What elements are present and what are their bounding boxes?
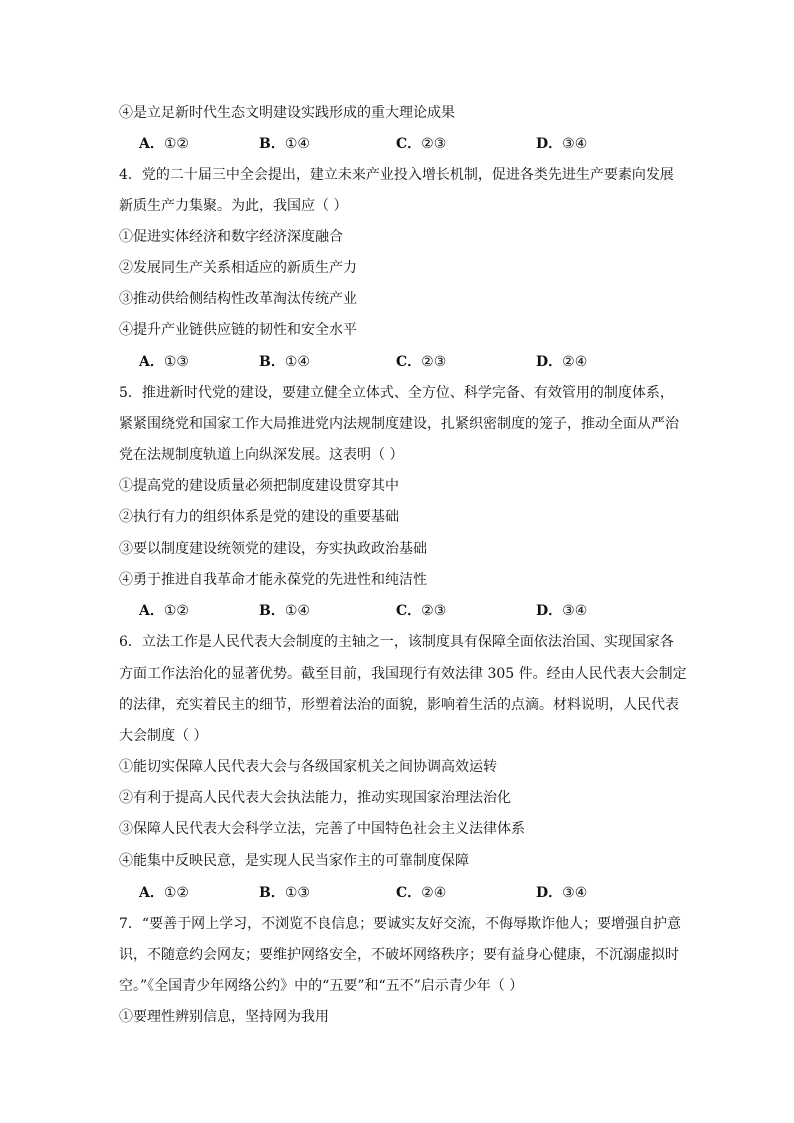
q5-statement-3: ③要以制度建设统领党的建设，夯实执政政治基础	[119, 541, 427, 557]
q6-statement-4: ④能集中反映民意，是实现人民当家作主的可靠制度保障	[119, 853, 469, 869]
q6-option-c: C．②④	[396, 885, 447, 901]
q6-statement-3: ③保障人民代表大会科学立法，完善了中国特色社会主义法律体系	[119, 821, 525, 837]
q4-options	[139, 353, 609, 371]
q5-stem-line-1: 5．推进新时代党的建设，要建立健全立体式、全方位、科学完备、有效管用的制度体系，	[119, 385, 674, 401]
q6-stem-line-1: 6．立法工作是人民代表大会制度的主轴之一，该制度具有保障全面依法治国、实现国家各	[119, 634, 674, 650]
q6-statement-1: ①能切实保障人民代表大会与各级国家机关之间协调高效运转	[119, 759, 497, 775]
q4-statement-4: ④提升产业链供应链的韧性和安全水平	[119, 322, 357, 338]
q6-stem-line-3: 的法律，充实着民主的细节，形塑着法治的面貌，影响着生活的点滴。材料说明，人民代表	[119, 697, 679, 713]
q5-option-c: C．②③	[396, 603, 447, 619]
q7-stem-line-2: 识，不随意约会网友；要维护网络安全，不破坏网络秩序；要有益身心健康，不沉溺虚拟时	[119, 947, 679, 963]
q6-options	[139, 884, 609, 902]
q7-stem-line-3: 空。”《全国青少年网络公约》中的“五要”和“五不”启示青少年（ ）	[119, 978, 524, 994]
q5-statement-4: ④勇于推进自我革命才能永葆党的先进性和纯洁性	[119, 572, 427, 588]
q3-statement-4: ④是立足新时代生态文明建设实践形成的重大理论成果	[119, 105, 455, 121]
q3-option-a: A．①②	[139, 136, 189, 152]
q4-statement-2: ②发展同生产关系相适应的新质生产力	[119, 260, 357, 276]
q5-options	[139, 602, 609, 620]
q5-option-b: B．①④	[259, 603, 310, 619]
q6-option-d: D．③④	[536, 885, 588, 901]
q5-stem-line-2: 紧紧围绕党和国家工作大局推进党内法规制度建设，扎紧织密制度的笼子，推动全面从严治	[119, 416, 679, 432]
q6-statement-2: ②有利于提高人民代表大会执法能力，推动实现国家治理法治化	[119, 790, 511, 806]
q5-statement-1: ①提高党的建设质量必须把制度建设贯穿其中	[119, 478, 399, 494]
q5-option-a: A．①②	[139, 603, 189, 619]
q4-option-b: B．①④	[259, 354, 310, 370]
q3-option-d: D．③④	[536, 136, 588, 152]
q6-stem-line-2: 方面工作法治化的显著优势。截至目前，我国现行有效法律 305 件。经由人民代表大会制定	[119, 666, 687, 682]
q4-stem-line-2: 新质生产力集聚。为此，我国应（ ）	[119, 198, 348, 214]
q4-statement-1: ①促进实体经济和数字经济深度融合	[119, 229, 343, 245]
q5-option-d: D．③④	[536, 603, 588, 619]
q6-option-b: B．①③	[259, 885, 310, 901]
q4-option-d: D．②④	[536, 354, 588, 370]
q7-stem-line-1: 7．“要善于网上学习，不浏览不良信息；要诚实友好交流，不侮辱欺诈他人；要增强自护意	[119, 916, 682, 932]
q7-statement-1: ①要理性辨别信息，坚持网为我用	[119, 1009, 329, 1025]
q3-option-b: B．①④	[259, 136, 310, 152]
q5-statement-2: ②执行有力的组织体系是党的建设的重要基础	[119, 509, 399, 525]
q4-option-c: C．②③	[396, 354, 447, 370]
q5-stem-line-3: 党在法规制度轨道上向纵深发展。这表明（ ）	[119, 447, 404, 463]
q6-stem-line-4: 大会制度（ ）	[119, 728, 208, 744]
q4-stem-line-1: 4．党的二十届三中全会提出，建立未来产业投入增长机制，促进各类先进生产要素向发展	[119, 167, 674, 183]
q4-option-a: A．①③	[139, 354, 189, 370]
q3-option-c: C．②③	[396, 136, 447, 152]
q4-statement-3: ③推动供给侧结构性改革淘汰传统产业	[119, 291, 357, 307]
q6-option-a: A．①②	[139, 885, 189, 901]
q3-options	[139, 135, 609, 153]
